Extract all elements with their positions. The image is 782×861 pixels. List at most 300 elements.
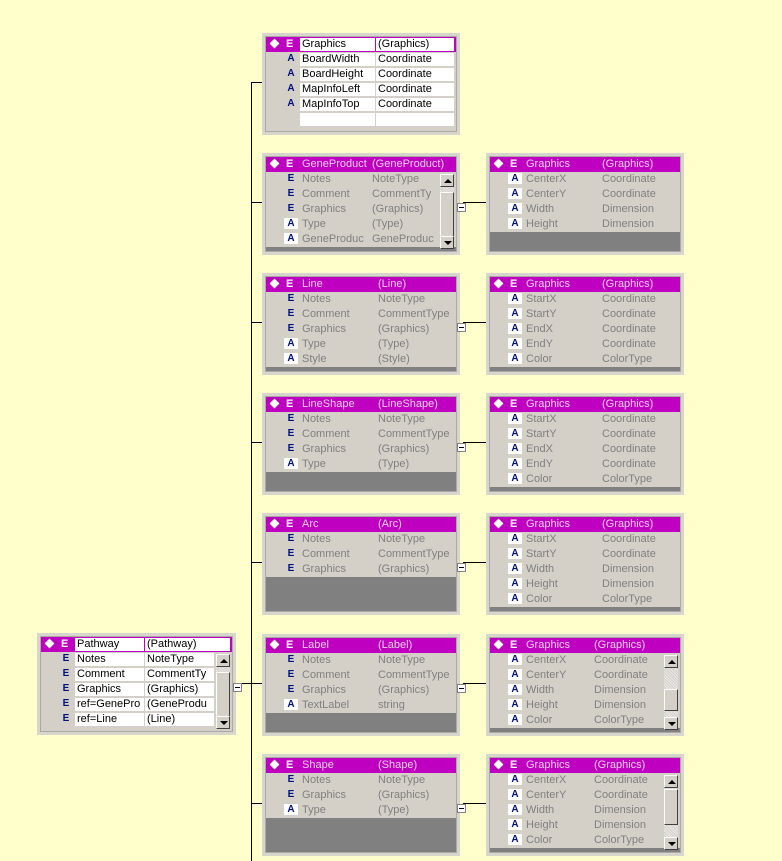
empty-row[interactable] [266,112,456,127]
attribute-row[interactable] [266,457,456,472]
row-type: ColorType [602,473,653,485]
row-type: Coordinate [376,83,454,96]
row-type: Coordinate [594,789,648,801]
empty-area [490,487,680,491]
attribute-row[interactable] [490,202,680,217]
row-type: CommentType [378,669,450,681]
attribute-row[interactable] [490,427,680,442]
attribute-row[interactable] [490,562,680,577]
row-type: Coordinate [602,458,656,470]
child-element-row[interactable] [266,442,456,457]
attribute-icon: A [508,819,522,830]
element-kind-icon: E [286,398,294,410]
element-name: Graphics [526,158,571,170]
row-type: Dimension [594,819,646,831]
empty-area [266,367,456,371]
attribute-row[interactable] [490,337,680,352]
child-element-row[interactable] [266,202,456,217]
child-element-row[interactable] [266,788,456,803]
row-type: (Graphics) [378,443,430,455]
row-name: ref=Line [75,713,144,726]
diamond-icon [494,279,504,289]
row-type: Coordinate [376,53,454,66]
element-icon: E [287,323,295,334]
child-element-row[interactable] [266,532,456,547]
element-kind-icon: E [510,398,518,410]
row-type: (Graphics) [378,684,430,696]
attribute-row[interactable] [490,713,680,728]
child-element-row[interactable] [41,667,232,682]
diamond-icon [270,399,280,409]
element-kind-icon: E [510,518,518,530]
row-name: Color [526,593,553,605]
row-name: Color [526,714,553,726]
box-header[interactable] [266,638,456,653]
row-name: EndY [526,458,553,470]
child-element-row[interactable] [266,683,456,698]
row-name: Type [302,804,326,816]
attribute-row[interactable] [266,217,456,232]
element-icon: E [59,653,73,664]
child-element-row[interactable] [266,172,456,187]
attribute-icon: A [508,353,522,364]
attribute-row[interactable] [490,818,680,833]
box-header[interactable] [490,758,680,773]
diamond-icon [270,760,280,770]
row-name: Comment [302,308,350,320]
row-name: StartX [526,293,557,305]
attribute-icon: A [508,548,522,559]
row-name: Notes [302,654,331,666]
diamond-icon [270,640,280,650]
element-icon: E [287,563,295,574]
attribute-row[interactable] [490,668,680,683]
row-type: Coordinate [602,188,656,200]
row-type: (Type) [378,804,410,816]
row-name: MapInfoLeft [300,83,375,96]
element-kind-icon: E [286,38,294,50]
vertical-scrollbar[interactable] [216,654,230,729]
child-element-row[interactable] [266,292,456,307]
element-name: Shape [302,759,334,771]
row-type: Dimension [602,563,654,575]
element-type: (Graphics) [594,759,646,771]
row-type: Dimension [594,684,646,696]
row-type: Coordinate [594,654,648,666]
row-type: (GeneProdu [145,698,214,711]
row-name: TextLabel [302,699,350,711]
element-name: Graphics [526,518,571,530]
element-kind-icon: E [510,639,518,651]
row-name: CenterY [526,789,567,801]
shape-graphics-box[interactable] [489,757,681,853]
box-header[interactable] [266,37,456,52]
row-type: Dimension [602,203,654,215]
row-type: ColorType [594,834,645,846]
row-type: NoteType [378,413,426,425]
arc-graphics-box[interactable] [489,516,681,612]
child-element-row[interactable] [266,668,456,683]
row-type: NoteType [372,173,420,185]
pathway-box[interactable] [40,636,233,732]
element-icon: E [287,293,295,304]
element-type: (Graphics) [594,639,646,651]
row-type: Dimension [594,699,646,711]
attribute-row[interactable] [490,773,680,788]
row-type: (Type) [378,338,410,350]
row-name: Type [302,458,326,470]
element-icon: E [287,203,295,214]
collapse-toggle-icon[interactable] [457,323,466,332]
element-name: Graphics [526,639,571,651]
geneproduct-box[interactable] [265,156,457,252]
row-type: Coordinate [602,413,656,425]
attribute-row[interactable] [490,472,680,487]
scroll-thumb[interactable] [216,672,230,722]
collapse-toggle-icon[interactable] [233,683,242,692]
child-element-row[interactable] [41,697,232,712]
row-name: Width [526,563,555,575]
row-type: (Type) [372,218,404,230]
attribute-icon: A [508,413,522,424]
attribute-row[interactable] [490,172,680,187]
row-type: NoteType [378,293,426,305]
element-icon: E [287,443,295,454]
attribute-row[interactable] [490,307,680,322]
collapse-toggle-icon[interactable] [457,684,466,693]
empty-area [266,577,456,611]
scroll-down-icon[interactable] [216,716,230,729]
row-type: CommentType [378,548,450,560]
element-name: Line [302,278,323,290]
diamond-icon [494,519,504,529]
element-icon: E [287,548,295,559]
child-element-row[interactable] [266,547,456,562]
element-type: (Graphics) [376,38,454,51]
scroll-thumb[interactable] [664,789,678,825]
child-element-row[interactable] [266,427,456,442]
attribute-row[interactable] [490,292,680,307]
row-name: Height [526,699,558,711]
row-name: Comment [302,669,350,681]
row-type [376,113,454,126]
box-header[interactable] [490,397,680,412]
collapse-toggle-icon[interactable] [457,203,466,212]
attribute-row[interactable] [490,322,680,337]
attribute-row[interactable] [266,82,456,97]
attribute-icon: A [284,83,298,94]
row-name: Comment [302,428,350,440]
row-name: Comment [75,668,144,681]
line-box[interactable] [265,276,457,372]
row-name: StartY [526,308,557,320]
child-element-row[interactable] [41,682,232,697]
box-header[interactable] [266,517,456,532]
row-type: NoteType [378,774,426,786]
attribute-icon: A [284,98,298,109]
row-type: CommentType [378,308,450,320]
row-name: Width [526,804,555,816]
element-icon: E [287,173,295,184]
attribute-icon: A [284,53,298,64]
line-graphics-box[interactable] [489,276,681,372]
attribute-row[interactable] [490,187,680,202]
row-type: (Style) [378,353,410,365]
attribute-row[interactable] [490,532,680,547]
label-graphics-box[interactable] [489,637,681,733]
attribute-row[interactable] [490,653,680,668]
attribute-icon: A [284,218,298,229]
attribute-row[interactable] [266,803,456,818]
row-type: Coordinate [602,173,656,185]
geneproduct-graphics-box[interactable] [489,156,681,252]
element-kind-icon: E [510,278,518,290]
attribute-row[interactable] [490,698,680,713]
element-type: (Graphics) [602,518,654,530]
element-icon: E [59,713,73,724]
scroll-up-icon[interactable] [664,775,678,788]
element-kind-icon: E [510,158,518,170]
element-name: LineShape [302,398,355,410]
attribute-row[interactable] [490,217,680,232]
shape-box[interactable] [265,757,457,853]
row-type: (Graphics) [372,203,424,215]
attribute-icon: A [508,578,522,589]
scroll-up-icon[interactable] [216,654,230,667]
attribute-icon: A [508,593,522,604]
attribute-row[interactable] [490,788,680,803]
row-type: ColorType [594,714,645,726]
arc-box[interactable] [265,516,457,612]
element-name: Arc [302,518,319,530]
attribute-row[interactable] [490,547,680,562]
diamond-icon [494,159,504,169]
element-icon: E [287,188,295,199]
row-type: Coordinate [602,428,656,440]
attribute-row[interactable] [490,412,680,427]
scroll-up-icon[interactable] [440,174,454,187]
attribute-row[interactable] [490,683,680,698]
row-type: CommentType [378,428,450,440]
row-name: StartX [526,533,557,545]
attribute-row[interactable] [266,52,456,67]
row-name: GeneProduc [302,233,364,245]
row-type: ColorType [602,353,653,365]
element-type: (Arc) [378,518,402,530]
row-type: CommentTy [145,668,214,681]
attribute-row[interactable] [266,97,456,112]
row-type: Coordinate [602,443,656,455]
scroll-down-icon[interactable] [664,837,678,850]
attribute-icon: A [508,834,522,845]
element-icon: E [287,654,295,665]
attribute-icon: A [508,714,522,725]
empty-area [490,607,680,611]
row-type: Coordinate [602,548,656,560]
box-header[interactable] [266,157,456,172]
element-name: Graphics [526,278,571,290]
element-kind-icon: E [61,638,69,650]
row-name: ref=GenePro [75,698,144,711]
row-name [300,113,375,126]
row-name: Style [302,353,327,365]
row-name: MapInfoTop [300,98,375,111]
element-icon: E [287,413,295,424]
element-type: (Pathway) [145,638,230,651]
scroll-thumb[interactable] [440,192,454,238]
child-element-row[interactable] [266,187,456,202]
child-element-row[interactable] [266,653,456,668]
empty-area [266,247,456,251]
element-name: Graphics [526,398,571,410]
row-type: GeneProduc [372,233,434,245]
element-name: Graphics [526,759,571,771]
vertical-scrollbar[interactable] [440,174,454,249]
row-name: Graphics [75,683,144,696]
vertical-scrollbar[interactable] [664,775,678,850]
row-name: Height [526,819,558,831]
box-header[interactable] [266,758,456,773]
row-type: ColorType [602,593,653,605]
scroll-down-icon[interactable] [440,236,454,249]
element-icon: E [59,683,73,694]
label-box[interactable] [265,637,457,733]
row-name: Width [526,684,555,696]
attribute-icon: A [508,473,522,484]
child-element-row[interactable] [41,712,232,727]
row-type: Coordinate [594,669,648,681]
row-name: CenterX [526,654,567,666]
diamond-icon [45,639,55,649]
element-icon: E [59,698,73,709]
attribute-row[interactable] [490,457,680,472]
box-header[interactable] [490,638,680,653]
child-element-row[interactable] [266,307,456,322]
element-icon: E [287,669,295,680]
collapse-toggle-icon[interactable] [457,443,466,452]
row-name: Graphics [302,323,347,335]
row-name: BoardHeight [300,68,375,81]
row-type: Coordinate [602,293,656,305]
row-name: Color [526,834,553,846]
scroll-up-icon[interactable] [664,655,678,668]
diamond-icon [494,399,504,409]
child-element-row[interactable] [266,412,456,427]
row-name: Comment [302,548,350,560]
graphics-top-box[interactable] [265,36,457,132]
attribute-icon: A [508,173,522,184]
element-type: (Line) [378,278,407,290]
scroll-thumb[interactable] [664,689,678,711]
attribute-icon: A [284,353,298,364]
element-icon: E [287,789,295,800]
element-kind-icon: E [510,759,518,771]
attribute-icon: A [508,774,522,785]
row-name: Graphics [302,203,347,215]
row-type: (Line) [145,713,214,726]
row-type: (Graphics) [378,563,430,575]
scroll-down-icon[interactable] [664,717,678,730]
row-name: EndX [526,443,553,455]
attribute-row[interactable] [490,442,680,457]
attribute-icon: A [284,338,298,349]
attribute-row[interactable] [490,352,680,367]
attribute-icon: A [508,338,522,349]
attribute-row[interactable] [490,577,680,592]
box-header[interactable] [490,277,680,292]
box-header[interactable] [266,277,456,292]
row-type: Dimension [602,578,654,590]
attribute-row[interactable] [490,833,680,848]
row-name: Graphics [302,563,347,575]
child-element-row[interactable] [266,322,456,337]
element-type: (Graphics) [602,158,654,170]
attribute-icon: A [508,458,522,469]
collapse-toggle-icon[interactable] [457,563,466,572]
diamond-icon [494,760,504,770]
child-element-row[interactable] [266,773,456,788]
collapse-toggle-icon[interactable] [457,804,466,813]
lineshape-box[interactable] [265,396,457,492]
row-type: Dimension [602,218,654,230]
attribute-row[interactable] [266,698,456,713]
attribute-row[interactable] [490,803,680,818]
row-type: (Graphics) [145,683,214,696]
element-name: Graphics [300,38,375,51]
row-name: CenterY [526,669,567,681]
attribute-icon: A [284,699,298,710]
row-name: StartX [526,413,557,425]
row-name: Height [526,218,558,230]
box-header[interactable] [266,397,456,412]
lineshape-graphics-box[interactable] [489,396,681,492]
box-header[interactable] [490,157,680,172]
row-name: Notes [302,774,331,786]
row-name: Graphics [302,443,347,455]
element-icon: E [59,668,73,679]
empty-area [490,728,680,732]
child-element-row[interactable] [41,652,232,667]
row-name: Notes [302,293,331,305]
element-icon: E [287,428,295,439]
row-type: Coordinate [602,308,656,320]
attribute-row[interactable] [266,232,456,247]
row-name: CenterX [526,774,567,786]
element-icon: E [287,308,295,319]
attribute-row[interactable] [266,337,456,352]
attribute-icon: A [508,308,522,319]
element-type: (Graphics) [602,398,654,410]
attribute-row[interactable] [266,67,456,82]
element-name: GeneProduct [302,158,367,170]
attribute-icon: A [508,654,522,665]
attribute-row[interactable] [266,352,456,367]
attribute-icon: A [508,443,522,454]
box-header[interactable] [41,637,232,652]
element-kind-icon: E [286,158,294,170]
attribute-row[interactable] [490,592,680,607]
vertical-scrollbar[interactable] [664,655,678,730]
element-icon: E [287,533,295,544]
row-type: Coordinate [602,323,656,335]
row-type: (Type) [378,458,410,470]
row-name: Type [302,338,326,350]
child-element-row[interactable] [266,562,456,577]
empty-area [266,818,456,852]
box-header[interactable] [490,517,680,532]
row-type: Coordinate [376,68,454,81]
empty-area [490,232,680,251]
